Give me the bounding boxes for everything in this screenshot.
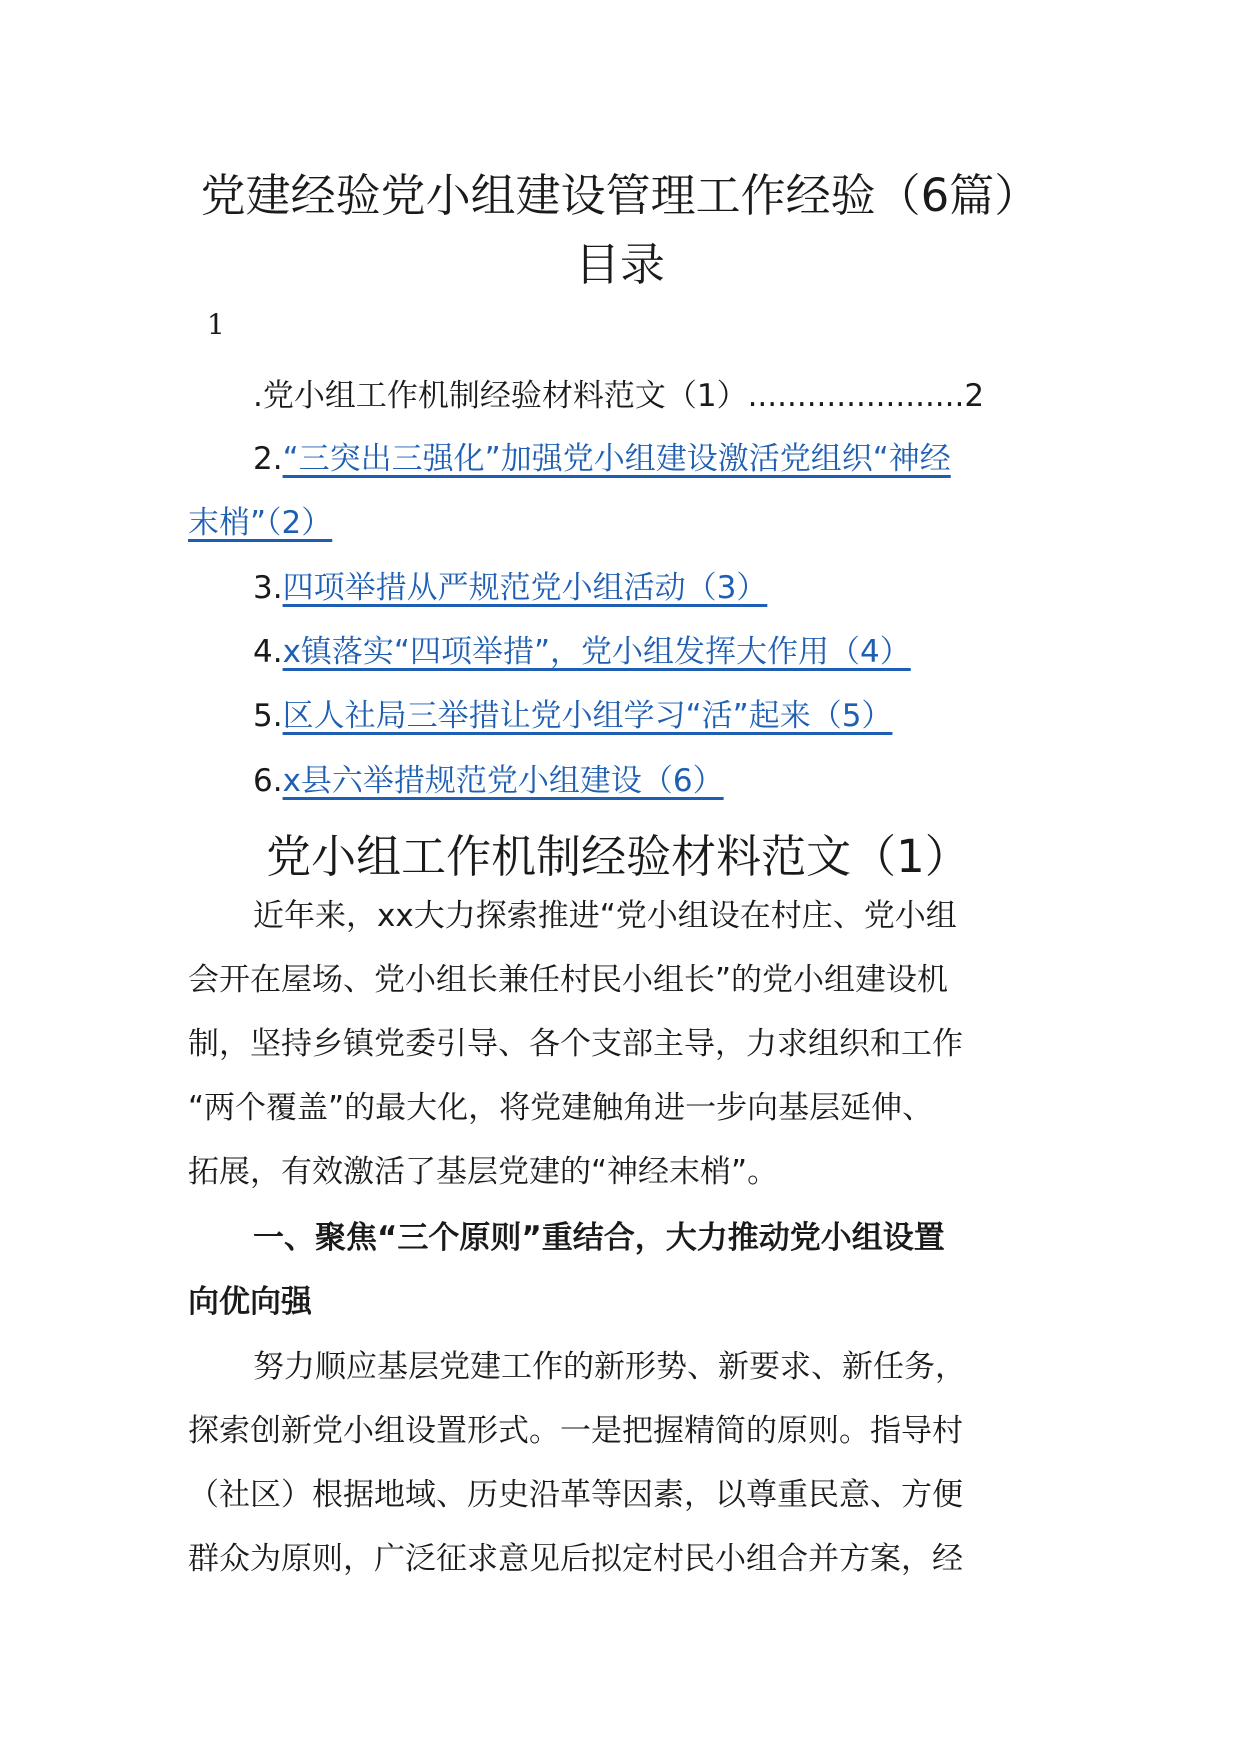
article-heading: 党小组工作机制经验材料范文（1） [266, 830, 970, 883]
toc-item-1-text: .党小组工作机制经验材料范文（1） [253, 378, 748, 414]
toc-item-2-continuation[interactable] [188, 497, 332, 542]
paragraph-2-line: 探索创新党小组设置形式。一是把握精简的原则。指导村 [188, 1413, 963, 1449]
toc-item-5[interactable] [253, 690, 892, 735]
toc-item-1-leader-dots: ...................... [747, 378, 965, 414]
toc-item-3[interactable] [253, 562, 767, 607]
toc-item-3-number: 3. [253, 570, 283, 606]
toc-item-6[interactable] [253, 755, 724, 800]
toc-item-6-link[interactable]: x县六举措规范党小组建设（6） [282, 763, 724, 799]
toc-heading: 目录 [574, 238, 665, 291]
toc-item-4[interactable] [253, 626, 911, 671]
section-1-heading-line: 向优向强 [188, 1284, 312, 1320]
toc-item-2[interactable] [253, 433, 951, 478]
toc-item-5-number: 5. [253, 698, 283, 734]
page-number: 1 [207, 308, 225, 341]
toc-item-2-link[interactable]: “三突出三强化”加强党小组建设激活党组织“神经 [282, 441, 951, 477]
paragraph-1-line: 近年来，xx大力探索推进“党小组设在村庄、党小组 [253, 898, 957, 934]
paragraph-2-line: 努力顺应基层党建工作的新形势、新要求、新任务， [253, 1349, 966, 1385]
section-1-heading-line: 一、聚焦“三个原则”重结合，大力推动党小组设置 [253, 1220, 945, 1256]
toc-item-5-link[interactable]: 区人社局三举措让党小组学习“活”起来（5） [282, 698, 893, 734]
paragraph-1-line: 拓展，有效激活了基层党建的“神经末梢”。 [188, 1154, 779, 1190]
toc-item-1-page: 2 [964, 378, 985, 414]
paragraph-1-line: 制，坚持乡镇党委引导、各个支部主导，力求组织和工作 [188, 1026, 963, 1062]
paragraph-1-line: “两个覆盖”的最大化，将党建触角进一步向基层延伸、 [188, 1090, 934, 1126]
toc-item-2-link-continuation[interactable]: 末梢”（2） [188, 505, 333, 541]
toc-item-4-number: 4. [253, 634, 283, 670]
toc-item-6-number: 6. [253, 763, 283, 799]
paragraph-2-line: （社区）根据地域、历史沿革等因素，以尊重民意、方便 [188, 1477, 963, 1513]
paragraph-1-line: 会开在屋场、党小组长兼任村民小组长”的党小组建设机 [188, 962, 949, 998]
document-title: 党建经验党小组建设管理工作经验（6篇） [200, 169, 1040, 222]
toc-item-3-link[interactable]: 四项举措从严规范党小组活动（3） [282, 570, 768, 606]
paragraph-2-line: 群众为原则，广泛征求意见后拟定村民小组合并方案，经 [188, 1541, 963, 1577]
toc-item-4-link[interactable]: x镇落实“四项举措”，党小组发挥大作用（4） [282, 634, 911, 670]
toc-item-2-number: 2. [253, 441, 283, 477]
toc-item-1[interactable] [253, 370, 984, 415]
